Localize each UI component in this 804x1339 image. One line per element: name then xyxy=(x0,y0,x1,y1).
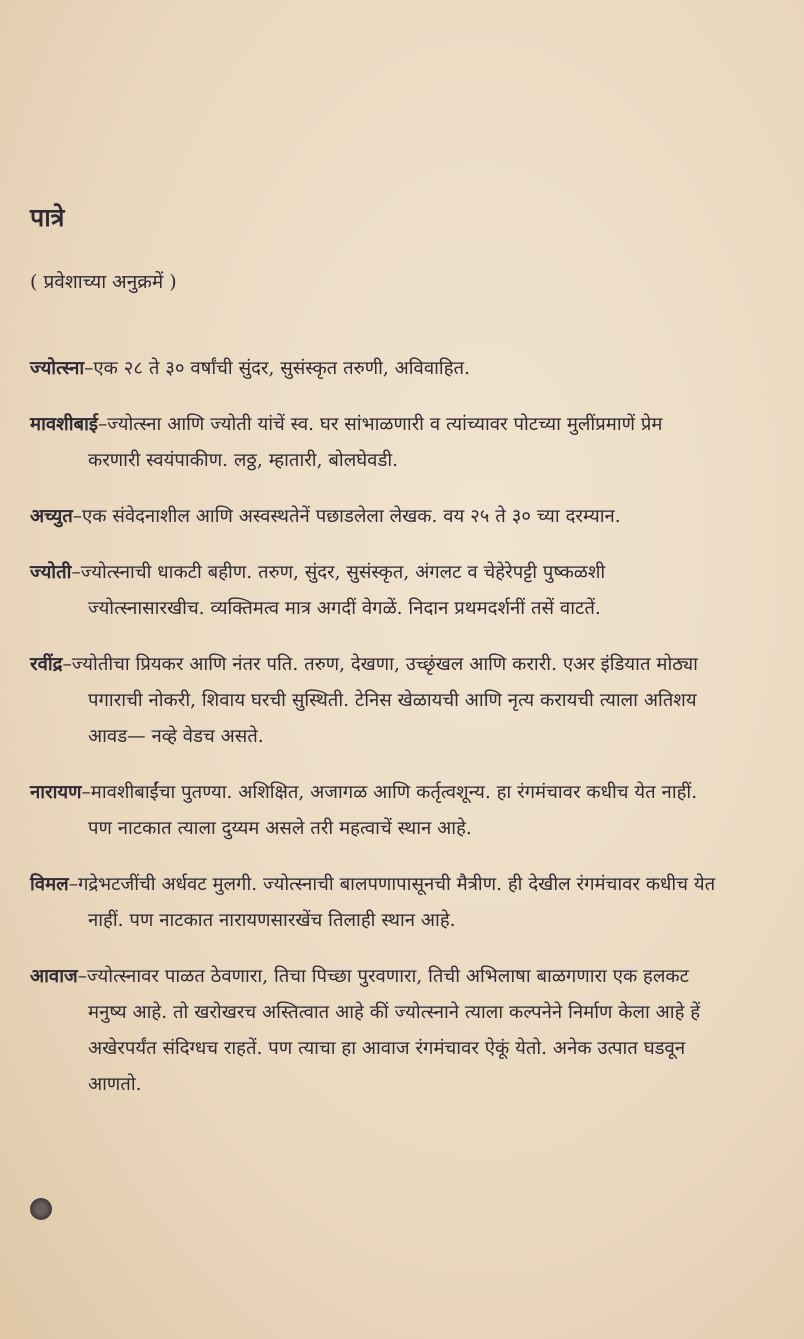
page-subtitle: ( प्रवेशाच्या अनुक्रमें ) xyxy=(30,271,177,293)
character-description: ज्योत्स्ना आणि ज्योती यांचें स्व. घर सांभाळणारी व त्यांच्यावर पोटच्या मुलींप्रमाणें प्रेम करणारी स्वयंपाकीण. लठ्ठ, म्हातारी, बोलघेवडी. xyxy=(88,413,663,471)
character-name: ज्योती xyxy=(30,561,72,583)
character-entry: विमल–गद्रेभटजींची अर्धवट मुलगी. ज्योत्स्नाची बालपणापासूनची मैत्रीण. ही देखील रंगमंचावर कधीच येत नाहीं. पण नाटकात नारायणसारखेंच तिलाही स्थान आहे. xyxy=(30,873,716,931)
page-title: पात्रे xyxy=(30,203,65,232)
character-entry: आवाज–ज्योत्स्नावर पाळत ठेवणारा, तिचा पिच्छा पुरवणारा, तिची अभिलाषा बाळगणारा एक हलकट मनुष्य आहे. तो खरोखरच अस्तित्वात आहे कीं ज्योत्स्नाने त्याला कल्पनेने निर्माण केला आहे हें अखेरपर्यंत संदिग्धच राहतें. पण त्याचा हा आवाज रंगमंचावर ऐकूं येतो. अनेक उत्पात घडवून आणतो. xyxy=(30,965,701,1095)
character-description: एक २८ ते ३० वर्षांची सुंदर, सुसंस्कृत तरुणी, अविवाहित. xyxy=(93,357,470,379)
ink-dot-mark xyxy=(30,1198,52,1220)
character-description: ज्योत्स्नाची धाकटी बहीण. तरुण, सुंदर, सुसंस्कृत, अंगलट व चेहेरेपट्टी पुष्कळशी ज्योत्स्नासारखीच. व्यक्तिमत्व मात्र अगदीं वेगळें. निदान प्रथमदर्शनीं तसें वाटतें. xyxy=(80,561,606,619)
character-description: मावशीबाईंचा पुतण्या. अशिक्षित, अजागळ आणि कर्तृत्वशून्य. हा रंगमंचावर कधीच येत नाहीं. पण नाटकात त्याला दुय्यम असले तरी महत्वाचें स्थान आहे. xyxy=(88,781,698,839)
character-name: आवाज xyxy=(30,965,78,987)
character-name: मावशीबाई xyxy=(30,413,98,435)
character-name: रवींद्र xyxy=(30,653,63,675)
character-name: विमल xyxy=(30,873,69,895)
character-description: ज्योत्स्नावर पाळत ठेवणारा, तिचा पिच्छा पुरवणारा, तिची अभिलाषा बाळगणारा एक हलकट मनुष्य आहे. तो खरोखरच अस्तित्वात आहे कीं ज्योत्स्नाने त्याला कल्पनेने निर्माण केला आहे हें अखेरपर्यंत संदिग्धच राहतें. पण त्याचा हा आवाज रंगमंचावर ऐकूं येतो. अनेक उत्पात घडवून आणतो. xyxy=(86,965,701,1095)
character-entry: ज्योती–ज्योत्स्नाची धाकटी बहीण. तरुण, सुंदर, सुसंस्कृत, अंगलट व चेहेरेपट्टी पुष्कळशी ज्योत्स्नासारखीच. व्यक्तिमत्व मात्र अगदीं वेगळें. निदान प्रथमदर्शनीं तसें वाटतें. xyxy=(30,561,606,619)
character-description: एक संवेदनाशील आणि अस्वस्थतेनें पछाडलेला लेखक. वय २५ ते ३० च्या दरम्यान. xyxy=(82,505,621,527)
character-list xyxy=(30,332,720,1123)
character-entry: मावशीबाई–ज्योत्स्ना आणि ज्योती यांचें स्व. घर सांभाळणारी व त्यांच्यावर पोटच्या मुलींप्रमाणें प्रेम करणारी स्वयंपाकीण. लठ्ठ, म्हातारी, बोलघेवडी. xyxy=(30,413,663,471)
character-entry: अच्युत–एक संवेदनाशील आणि अस्वस्थतेनें पछाडलेला लेखक. वय २५ ते ३० च्या दरम्यान. xyxy=(30,505,621,527)
character-name: ज्योत्स्ना xyxy=(30,357,85,379)
character-description: ज्योतीचा प्रियकर आणि नंतर पति. तरुण, देखणा, उच्छृंखल आणि करारी. एअर इंडियात मोठ्या पगाराची नोकरी, शिवाय घरची सुस्थिती. टेनिस खेळायची आणि नृत्य करायची त्याला अतिशय आवड— नव्हे वेडच असते. xyxy=(71,653,698,747)
character-entry: रवींद्र–ज्योतीचा प्रियकर आणि नंतर पति. तरुण, देखणा, उच्छृंखल आणि करारी. एअर इंडियात मोठ्या पगाराची नोकरी, शिवाय घरची सुस्थिती. टेनिस खेळायची आणि नृत्य करायची त्याला अतिशय आवड— नव्हे वेडच असते. xyxy=(30,653,698,747)
character-entry: नारायण–मावशीबाईंचा पुतण्या. अशिक्षित, अजागळ आणि कर्तृत्वशून्य. हा रंगमंचावर कधीच येत नाहीं. पण नाटकात त्याला दुय्यम असले तरी महत्वाचें स्थान आहे. xyxy=(30,781,698,839)
character-name: नारायण xyxy=(30,781,82,803)
character-description: गद्रेभटजींची अर्धवट मुलगी. ज्योत्स्नाची बालपणापासूनची मैत्रीण. ही देखील रंगमंचावर कधीच येत नाहीं. पण नाटकात नारायणसारखेंच तिलाही स्थान आहे. xyxy=(77,873,716,931)
character-entry: ज्योत्स्ना–एक २८ ते ३० वर्षांची सुंदर, सुसंस्कृत तरुणी, अविवाहित. xyxy=(30,357,470,379)
character-name: अच्युत xyxy=(30,505,73,527)
